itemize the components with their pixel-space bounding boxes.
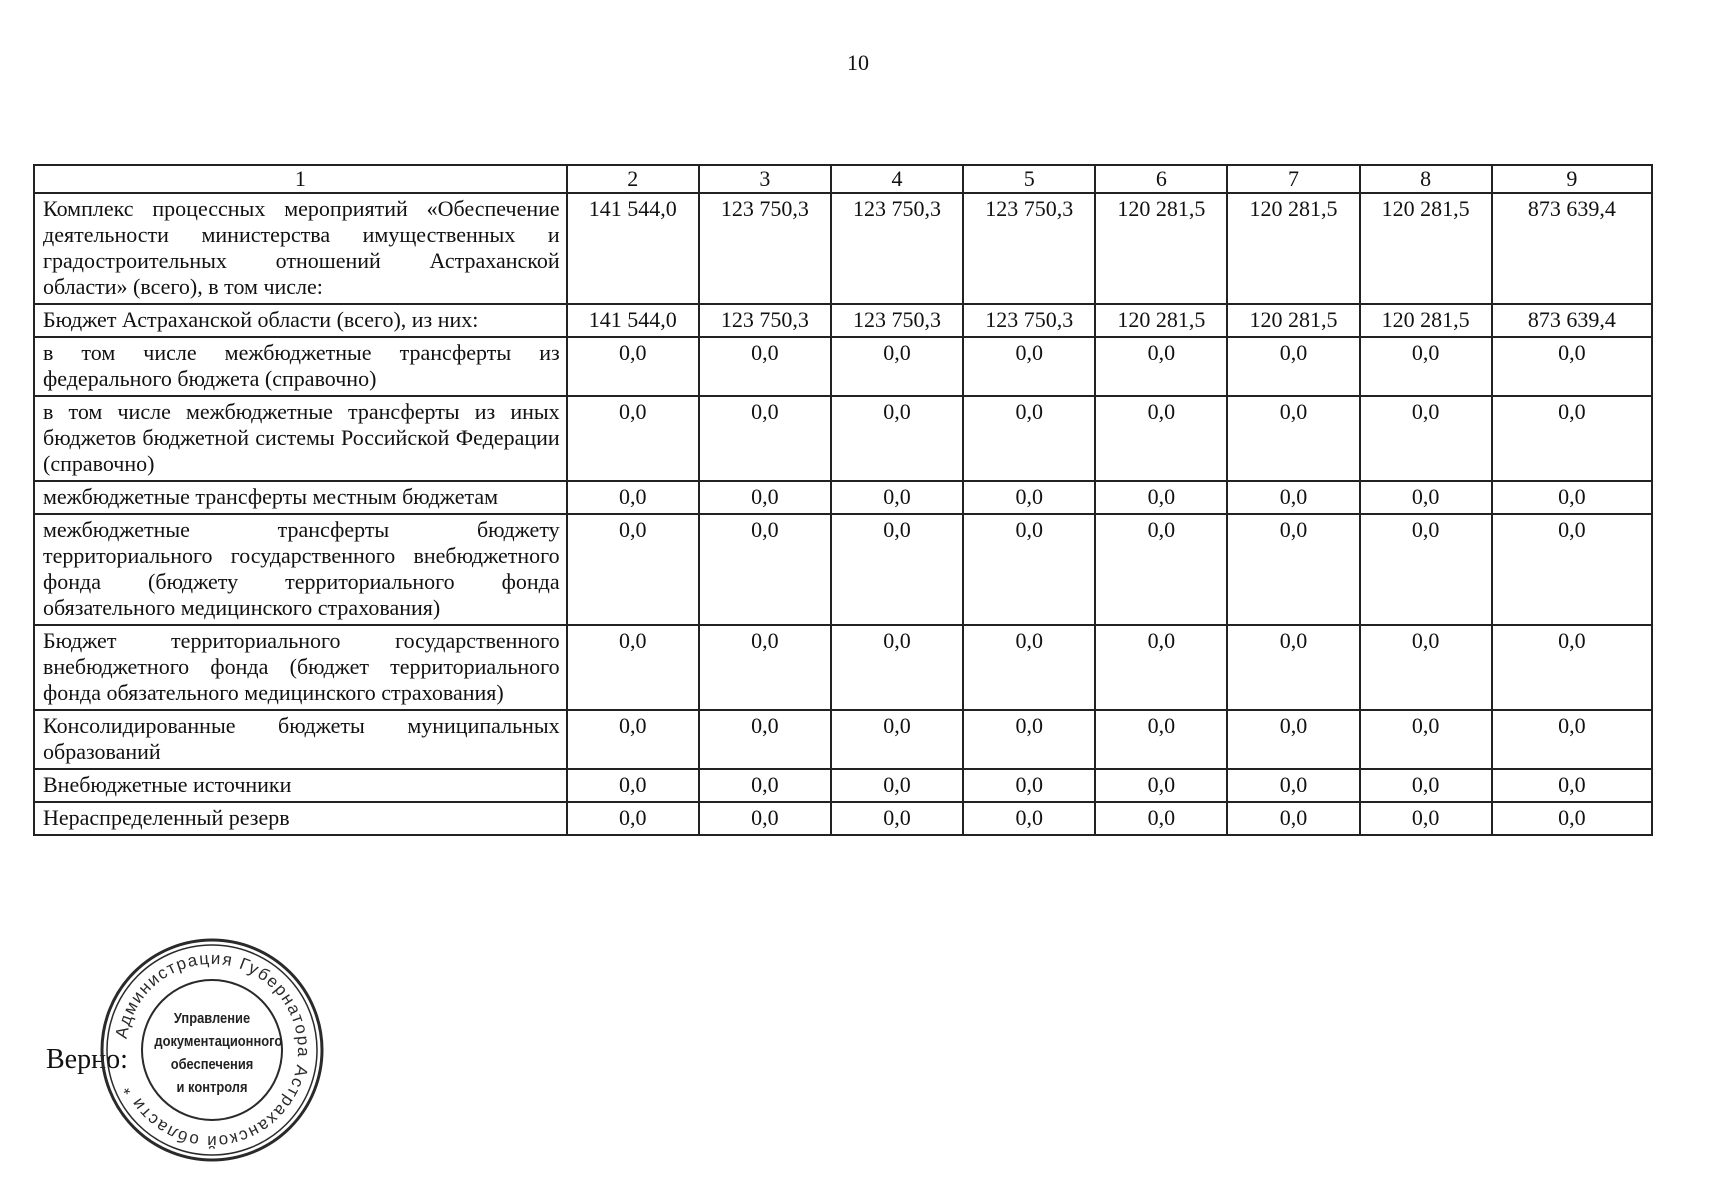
table-cell: 0,0 (1360, 625, 1492, 710)
table-cell: 0,0 (1360, 396, 1492, 481)
table-row (34, 514, 1652, 625)
table-cell: 0,0 (1227, 802, 1359, 835)
row-label: межбюджетные трансферты бюджету территориального государственного внебюджетного фонда (бюджету территориального фонда обязательного медицинского страхования) (34, 514, 567, 625)
financing-table (33, 164, 1653, 836)
column-header: 8 (1360, 165, 1492, 193)
table-cell: 0,0 (567, 625, 699, 710)
table-cell: 873 639,4 (1492, 304, 1652, 337)
table-cell: 0,0 (699, 481, 831, 514)
column-header: 9 (1492, 165, 1652, 193)
table-cell: 120 281,5 (1095, 304, 1227, 337)
table-cell: 0,0 (699, 396, 831, 481)
table-cell: 0,0 (567, 769, 699, 802)
column-header: 6 (1095, 165, 1227, 193)
seal-center-text (154, 1007, 283, 1099)
table-cell: 0,0 (1227, 625, 1359, 710)
table-cell: 0,0 (831, 396, 963, 481)
table-cell: 0,0 (699, 710, 831, 769)
table-cell: 0,0 (831, 710, 963, 769)
table-cell: 0,0 (831, 625, 963, 710)
table-cell: 0,0 (963, 625, 1095, 710)
table-cell: 0,0 (1492, 625, 1652, 710)
table-cell: 0,0 (1227, 337, 1359, 396)
table-cell: 141 544,0 (567, 193, 699, 304)
seal-line: документационного (154, 1033, 283, 1050)
table-cell: 0,0 (963, 337, 1095, 396)
table-cell: 0,0 (1492, 514, 1652, 625)
table-cell: 0,0 (1360, 337, 1492, 396)
table-cell: 0,0 (963, 710, 1095, 769)
table-cell: 120 281,5 (1360, 304, 1492, 337)
row-label: Консолидированные бюджеты муниципальных образований (34, 710, 567, 769)
table-cell: 123 750,3 (963, 304, 1095, 337)
column-header: 4 (831, 165, 963, 193)
table-cell: 0,0 (963, 396, 1095, 481)
table-cell: 0,0 (1227, 514, 1359, 625)
table-cell: 0,0 (567, 514, 699, 625)
table-cell: 0,0 (699, 769, 831, 802)
table-cell: 0,0 (1095, 625, 1227, 710)
seal-line: обеспечения (170, 1056, 254, 1073)
column-header: 7 (1227, 165, 1359, 193)
table-cell: 0,0 (1227, 769, 1359, 802)
table-cell: 0,0 (1360, 514, 1492, 625)
table-cell: 0,0 (699, 802, 831, 835)
table-row (34, 481, 1652, 514)
table-cell: 0,0 (963, 514, 1095, 625)
table-row (34, 625, 1652, 710)
table-cell: 0,0 (1095, 337, 1227, 396)
table-cell: 0,0 (831, 802, 963, 835)
table-cell: 0,0 (831, 769, 963, 802)
certified-label: Верно: (46, 1044, 128, 1075)
table-cell: 120 281,5 (1227, 304, 1359, 337)
table-cell: 0,0 (1095, 710, 1227, 769)
row-label: в том числе межбюджетные трансферты из иных бюджетов бюджетной системы Российской Федерации (справочно) (34, 396, 567, 481)
table-cell: 0,0 (567, 802, 699, 835)
table-cell: 0,0 (1360, 802, 1492, 835)
table-cell: 0,0 (567, 337, 699, 396)
table-row (34, 710, 1652, 769)
table-cell: 0,0 (1095, 769, 1227, 802)
table-cell: 0,0 (1227, 396, 1359, 481)
table-cell: 120 281,5 (1095, 193, 1227, 304)
page-number: 10 (847, 50, 869, 75)
table-row (34, 769, 1652, 802)
table-cell: 0,0 (831, 337, 963, 396)
table-cell: 0,0 (699, 514, 831, 625)
table-cell: 0,0 (963, 481, 1095, 514)
column-header: 1 (34, 165, 567, 193)
table-cell: 0,0 (699, 337, 831, 396)
table-cell: 120 281,5 (1360, 193, 1492, 304)
table-row (34, 802, 1652, 835)
table-row (34, 337, 1652, 396)
table-cell: 0,0 (567, 396, 699, 481)
table-cell: 0,0 (963, 769, 1095, 802)
row-label: Комплекс процессных мероприятий «Обеспечение деятельности министерства имущественных и градостроительных отношений Астраханской области» (всего), в том числе: (34, 193, 567, 304)
seal-line: и контроля (176, 1079, 248, 1096)
table-cell: 0,0 (831, 481, 963, 514)
table-cell: 120 281,5 (1227, 193, 1359, 304)
table-cell: 0,0 (1095, 514, 1227, 625)
table-row (34, 193, 1652, 304)
table-cell: 0,0 (1492, 337, 1652, 396)
table-cell: 0,0 (1095, 481, 1227, 514)
table-cell: 0,0 (1492, 396, 1652, 481)
table-cell: 0,0 (1492, 802, 1652, 835)
table-row (34, 396, 1652, 481)
table-cell: 0,0 (1492, 710, 1652, 769)
seal-ring-text: Администрация Губернатора Астраханской области * (111, 948, 314, 1152)
row-label: Нераспределенный резерв (34, 802, 567, 835)
column-header: 3 (699, 165, 831, 193)
table-cell: 0,0 (1095, 802, 1227, 835)
column-header: 2 (567, 165, 699, 193)
table-cell: 141 544,0 (567, 304, 699, 337)
table-cell: 123 750,3 (963, 193, 1095, 304)
table-cell: 0,0 (831, 514, 963, 625)
table-cell: 123 750,3 (831, 304, 963, 337)
table-cell: 0,0 (1492, 481, 1652, 514)
table-cell: 0,0 (1360, 710, 1492, 769)
row-label: Внебюджетные источники (34, 769, 567, 802)
row-label: Бюджет территориального государственного внебюджетного фонда (бюджет территориального фонда обязательного медицинского страхования) (34, 625, 567, 710)
table-cell: 0,0 (699, 625, 831, 710)
table-cell: 123 750,3 (831, 193, 963, 304)
seal-line: Управление (173, 1010, 251, 1027)
column-number-header-row (34, 165, 1652, 193)
column-header: 5 (963, 165, 1095, 193)
table-cell: 123 750,3 (699, 193, 831, 304)
table-cell: 873 639,4 (1492, 193, 1652, 304)
table-cell: 0,0 (1492, 769, 1652, 802)
table-cell: 0,0 (1227, 481, 1359, 514)
official-seal (97, 935, 327, 1165)
table-cell: 0,0 (963, 802, 1095, 835)
table-cell: 0,0 (1095, 396, 1227, 481)
table-cell: 0,0 (1360, 769, 1492, 802)
row-label: Бюджет Астраханской области (всего), из них: (34, 304, 567, 337)
table-cell: 0,0 (1227, 710, 1359, 769)
table-cell: 0,0 (567, 710, 699, 769)
table-row (34, 304, 1652, 337)
table-cell: 0,0 (1360, 481, 1492, 514)
table-cell: 0,0 (567, 481, 699, 514)
table-cell: 123 750,3 (699, 304, 831, 337)
row-label: межбюджетные трансферты местным бюджетам (34, 481, 567, 514)
row-label: в том числе межбюджетные трансферты из федерального бюджета (справочно) (34, 337, 567, 396)
